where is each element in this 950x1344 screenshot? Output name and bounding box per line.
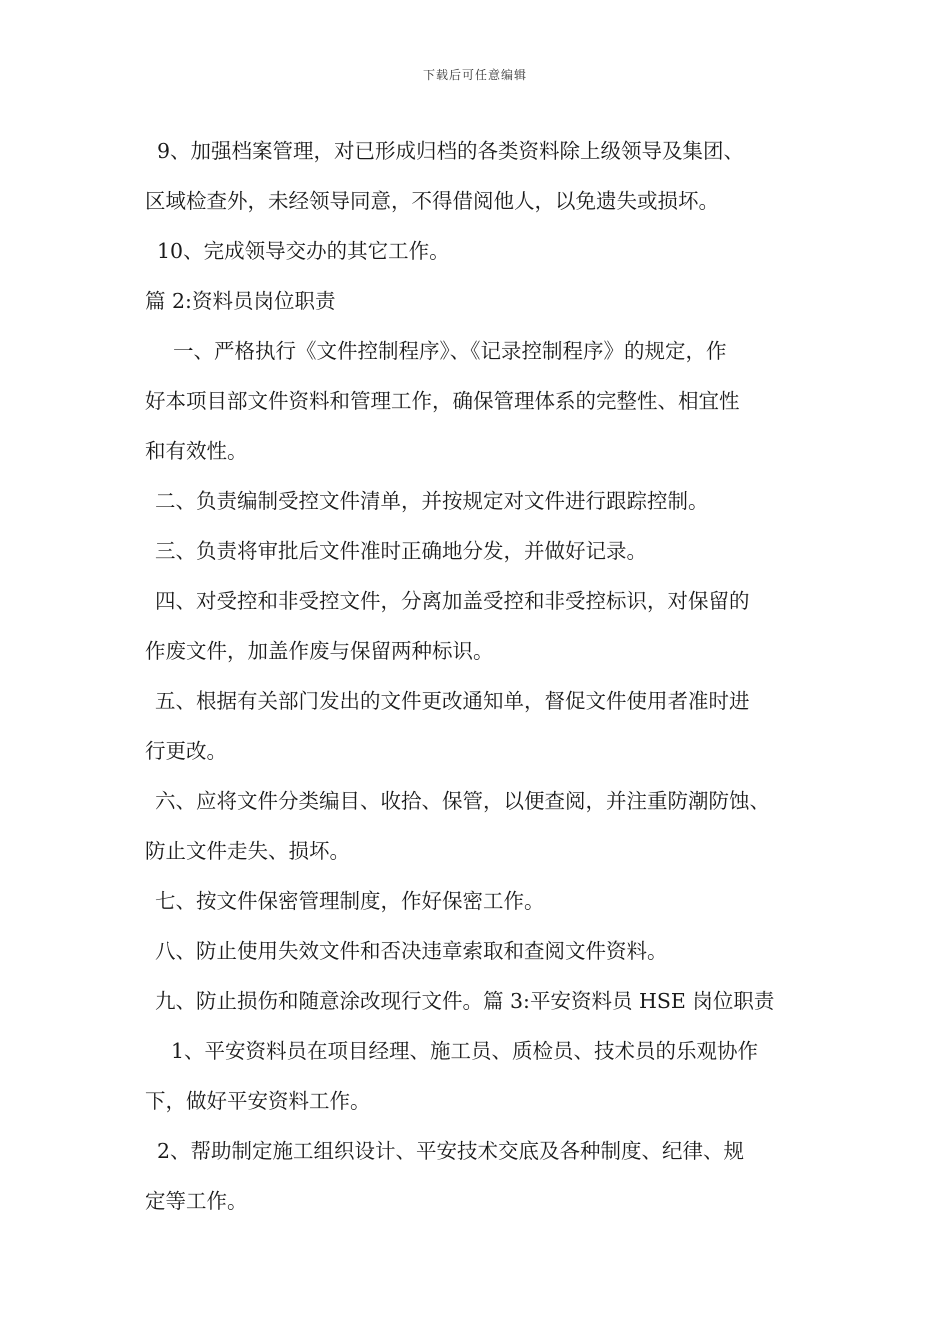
- section-heading: 篇 2:资料员岗位职责: [145, 289, 336, 313]
- text-line: 八、防止使用失效文件和否决违章索取和查阅文件资料。: [155, 939, 668, 963]
- text-line: 好本项目部文件资料和管理工作，确保管理体系的完整性、相宜性: [145, 389, 740, 413]
- text-line: 三、负责将审批后文件准时正确地分发，并做好记录。: [155, 539, 647, 563]
- text-line: 区域检查外，未经领导同意，不得借阅他人，以免遗失或损坏。: [145, 189, 719, 213]
- text-line: 二、负责编制受控文件清单，并按规定对文件进行跟踪控制。: [155, 489, 709, 513]
- text-line: 行更改。: [145, 739, 227, 763]
- page-header: 下载后可任意编辑: [422, 68, 527, 82]
- text-line: 五、根据有关部门发出的文件更改通知单，督促文件使用者准时进: [155, 689, 750, 713]
- text-line: 一、严格执行《文件控制程序》、《记录控制程序》的规定，作: [173, 339, 727, 363]
- text-line: 9、加强档案管理，对已形成归档的各类资料除上级领导及集团、: [157, 139, 745, 163]
- text-line: 防止文件走失、损坏。: [145, 839, 350, 863]
- text-line: 10、完成领导交办的其它工作。: [157, 239, 450, 263]
- text-line: 下，做好平安资料工作。: [145, 1089, 371, 1113]
- text-line: 六、应将文件分类编目、收拾、保管，以便查阅，并注重防潮防蚀、: [155, 789, 770, 813]
- text-line: 定等工作。: [145, 1189, 248, 1213]
- text-line: 七、按文件保密管理制度，作好保密工作。: [155, 889, 545, 913]
- text-line: 和有效性。: [145, 439, 248, 463]
- text-line: 1、平安资料员在项目经理、施工员、质检员、技术员的乐观协作: [171, 1039, 759, 1063]
- text-line: 作废文件，加盖作废与保留两种标识。: [145, 639, 494, 663]
- text-line: 四、对受控和非受控文件，分离加盖受控和非受控标识，对保留的: [155, 589, 750, 613]
- text-line: 九、防止损伤和随意涂改现行文件。篇 3:平安资料员 HSE 岗位职责: [155, 989, 775, 1013]
- text-line: 2、帮助制定施工组织设计、平安技术交底及各种制度、纪律、规: [157, 1139, 745, 1163]
- document-body: [145, 132, 835, 1232]
